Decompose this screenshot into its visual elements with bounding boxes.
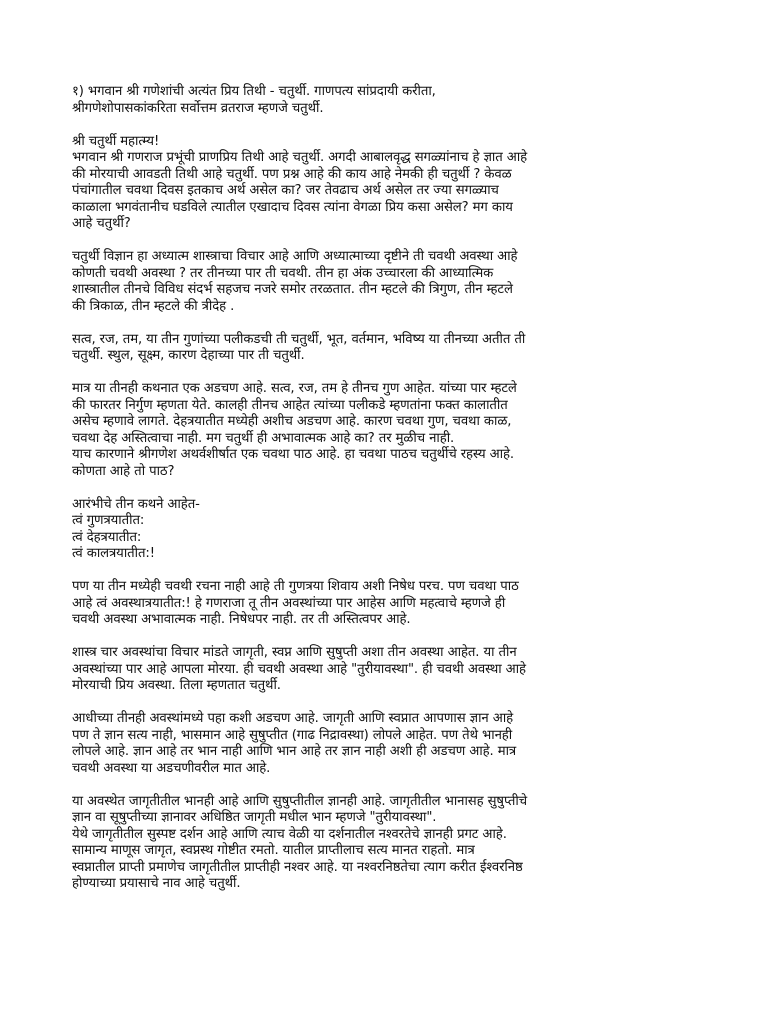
paragraph-adachan [72,381,702,480]
paragraph-gunas [72,332,702,365]
paragraph-turiya [72,794,702,893]
text-line: लोपले आहे. ज्ञान आहे तर भान नाही आणि भान आहे तर ज्ञान नाही अशी ही अडचण आहे. मात्र [72,744,517,759]
text-line: अवस्थांच्या पार आहे आपला मोरया. ही चवथी अवस्था आहे "तुरीयावस्था". ही चवथी अवस्था आहे [72,661,526,677]
text-line: चवथा देह अस्तित्वाचा नाही. मग चतुर्थी ही अभावात्मक आहे का? तर मुळीच नाही. [72,430,455,446]
text-line: असेच म्हणावे लागते. देहत्रयातीत मध्येही अशीच अडचण आहे. कारण चवथा गुण, चवथा काळ, [72,414,512,429]
text-line: पंचांगातील चवथा दिवस इतकाच अर्थ असेल का? जर तेवढाच अर्थ असेल तर ज्या सगळ्याच [72,183,499,198]
paragraph-kathane [72,497,702,563]
text-line: शास्त्र चार अवस्थांचा विचार मांडते जागृती, स्वप्न आणि सुषुप्ती अशा तीन अवस्था आहेत. या तीन [72,645,517,660]
text-line: चवथी अवस्था अभावात्मक नाही. निषेधपर नाही. तर ती अस्तित्वपर आहे. [72,612,411,627]
text-line: १) भगवान श्री गणेशांची अत्यंत प्रिय तिथी - चतुर्थी. गाणपत्य सांप्रदायी करीता, [72,84,436,99]
paragraph-adhichya [72,711,702,777]
text-line: शास्त्रातील तीनचे विविध संदर्भ सहजच नजरे समोर तरळतात. तीन म्हटले की त्रिगुण, तीन म्हटले [72,282,513,297]
text-line: आहे चतुर्थी? [72,216,131,231]
text-line: सामान्य माणूस जागृत, स्वप्नस्थ गोष्टीत रमतो. यातील प्राप्तीलाच सत्य मानत राहतो. मात्र [72,843,475,858]
text-line: मोरयाची प्रिय अवस्था. तिला म्हणतात चतुर्थी. [72,678,281,693]
text-line: त्वं देहत्रयातीत: [72,529,142,545]
paragraph-avastha [72,645,702,695]
text-line: पण या तीन मध्येही चवथी रचना नाही आहे ती गुणत्रया शिवाय अशी निषेध परच. पण चवथा पाठ [72,579,519,594]
text-line: याच कारणाने श्रीगणेश अथर्वशीर्षात एक चवथा पाठ आहे. हा चवथा पाठच चतुर्थीचे रहस्य आहे. [72,447,514,462]
section-heading: श्री चतुर्थी महात्म्य! [72,133,160,149]
text-line: काळाला भगवंतानीच घडविले त्यातील एखादाच दिवस त्यांना वेगळा प्रिय कसा असेल? मग काय [72,199,513,215]
text-line: येथे जागृतीतील सुस्पष्ट दर्शन आहे आणि त्याच वेळी या दर्शनातील नश्वरतेचे ज्ञानही प्रगट आहे. [72,826,507,842]
text-line: कोणता आहे तो पाठ? [72,463,175,479]
text-line: होण्याच्या प्रयासाचे नाव आहे चतुर्थी. [72,876,241,891]
text-line: आहे त्वं अवस्थात्रयातीत:! हे गणराजा तू तीन अवस्थांच्या पार आहेस आणि महत्वाचे म्हणजे ही [72,595,506,611]
text-line: चतुर्थी विज्ञान हा अध्यात्म शास्त्राचा विचार आहे आणि अध्यात्माच्या दृष्टीने ती चवथी अवस्था आहे [72,249,518,264]
text-line: त्वं कालत्रयातीत:! [72,546,155,561]
text-line: पण ते ज्ञान सत्य नाही, भासमान आहे सुषुप्तीत (गाढ निद्रावस्था) लोपले आहेत. पण तेथे भानही [72,727,513,743]
text-line: सत्व, रज, तम, या तीन गुणांच्या पलीकडची ती चतुर्थी, भूत, वर्तमान, भविष्य या तीनच्या अतीत ती [72,331,526,347]
text-line: त्वं गुणत्रयातीत: [72,513,145,528]
text-line: ज्ञान वा सूषुप्तीच्या ज्ञानावर अधिष्ठित जागृती मधील भान म्हणजे "तुरीयावस्था". [72,810,437,825]
text-line: भगवान श्री गणराज प्रभूंची प्राणप्रिय तिथी आहे चतुर्थी. अगदी आबालवृद्ध सगळ्यांनाच हे ज्ञात आहे [72,150,528,165]
text-line: चवथी अवस्था या अडचणीवरील मात आहे. [72,760,271,776]
text-line: की फारतर निर्गुण म्हणता येते. कालही तीनच आहेत त्यांच्या पलीकडे म्हणतांना फक्त कालातीत [72,397,508,413]
text-line: आधीच्या तीनही अवस्थांमध्ये पहा कशी अडचण आहे. जागृती आणि स्वप्नात आपणास ज्ञान आहे [72,711,513,726]
text-line: की त्रिकाळ, तीन म्हटले की त्रीदेह . [72,298,235,314]
paragraph-chavtha-path [72,579,702,629]
text-line: आरंभीचे तीन कथने आहेत- [72,496,200,512]
text-line: श्रीगणेशोपासकांकरिता सर्वोत्तम व्रतराज म्हणजे चतुर्थी. [72,100,324,116]
text-line: चतुर्थी. स्थुल, सूक्ष्म, कारण देहाच्या पार ती चतुर्थी. [72,348,305,363]
text-line: स्वप्नातील प्राप्ती प्रमाणेच जागृतीतील प्राप्तीही नश्वर आहे. या नश्वरनिष्ठतेचा त्याग करीत ईश्वरनिष्ठ [72,859,523,875]
paragraph-mahatmya [72,134,702,233]
paragraph-intro [72,84,702,117]
text-line: या अवस्थेत जागृतीतील भानही आहे आणि सुषुप्तीतील ज्ञानही आहे. जागृतीतील भानासह सुषुप्तीचे [72,793,528,809]
text-line: कोणती चवथी अवस्था ? तर तीनच्या पार ती चवथी. तीन हा अंक उच्चारला की आध्यात्मिक [72,265,494,281]
paragraph-vigyan [72,249,702,315]
text-line: की मोरयाची आवडती तिथी आहे चतुर्थी. पण प्रश्न आहे की काय आहे नेमकी ही चतुर्थी ? केवळ [72,166,512,182]
document-page [72,84,702,909]
text-line: मात्र या तीनही कथनात एक अडचण आहे. सत्व, रज, तम हे तीनच गुण आहेत. यांच्या पार म्हटले [72,381,517,396]
